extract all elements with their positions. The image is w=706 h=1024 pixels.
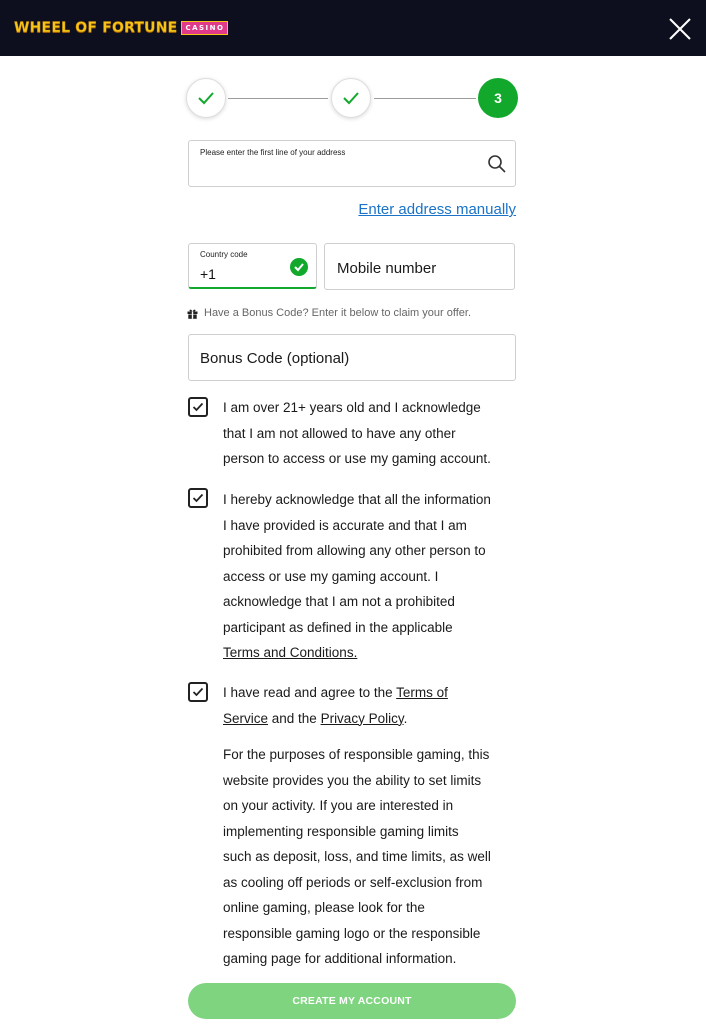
check-circle-icon xyxy=(290,258,308,276)
accuracy-consent-text xyxy=(223,487,523,666)
consent-line: participant as defined in the applicable xyxy=(223,619,453,635)
responsible-gaming-text xyxy=(223,742,523,972)
close-button[interactable] xyxy=(667,16,693,42)
terms-of-service-link-continued[interactable]: Service xyxy=(223,710,269,726)
bonus-hint-text: Have a Bonus Code? Enter it below to claim your offer. xyxy=(204,307,471,319)
bonus-code-placeholder: Bonus Code (optional) xyxy=(200,350,350,367)
terms-suffix: . xyxy=(403,710,408,726)
consent-line: I have provided is accurate and that I am xyxy=(223,517,467,533)
privacy-policy-link[interactable]: Privacy Policy xyxy=(320,710,404,726)
create-account-label: CREATE MY ACCOUNT xyxy=(292,995,412,1007)
terms-and-conditions-link[interactable]: Terms and Conditions. xyxy=(223,645,358,660)
country-code-value: +1 xyxy=(200,266,216,282)
terms-of-service-link[interactable]: Terms of xyxy=(396,685,448,700)
consent-line: prohibited from allowing any other person to xyxy=(223,543,486,558)
age-consent-checkbox[interactable] xyxy=(188,397,208,417)
responsible-line: online gaming, please look for the xyxy=(223,900,425,915)
consent-line: access or use my gaming account. I xyxy=(223,568,439,584)
logo-casino-badge xyxy=(181,21,228,35)
wheel-of-fortune-logo[interactable] xyxy=(14,19,228,37)
accuracy-consent-checkbox[interactable] xyxy=(188,488,208,508)
close-icon xyxy=(667,16,693,42)
top-bar xyxy=(0,0,706,56)
consent-line: I am over 21+ years old and I acknowledge xyxy=(223,400,481,415)
responsible-line: as cooling off periods or self-exclusion from xyxy=(223,874,483,890)
responsible-line: For the purposes of responsible gaming, this xyxy=(223,747,490,762)
consent-line: I hereby acknowledge that all the information xyxy=(223,492,491,507)
responsible-line: website provides you the ability to set limits xyxy=(223,772,482,788)
terms-prefix: I have read and agree to the xyxy=(223,685,397,700)
mobile-number-input[interactable] xyxy=(324,243,515,290)
consent-line: that I am not allowed to have any other xyxy=(223,425,456,441)
consent-line: person to access or use my gaming account. xyxy=(223,451,491,466)
responsible-line: such as deposit, loss, and time limits, as well xyxy=(223,849,491,864)
country-code-label: Country code xyxy=(200,250,248,259)
registration-stepper xyxy=(184,78,518,120)
responsible-line: on your activity. If you are interested in xyxy=(223,798,454,813)
address-search-input[interactable] xyxy=(188,140,516,187)
step-1-complete xyxy=(186,78,226,118)
bonus-code-hint xyxy=(187,307,471,319)
gift-icon xyxy=(187,308,198,319)
create-account-button[interactable] xyxy=(188,983,516,1019)
step-2-complete xyxy=(331,78,371,118)
search-icon[interactable] xyxy=(487,154,507,174)
step-connector xyxy=(374,98,476,99)
step-connector xyxy=(228,98,328,99)
mobile-number-placeholder: Mobile number xyxy=(337,260,437,277)
check-icon xyxy=(342,91,360,105)
enter-address-manually-link[interactable]: Enter address manually xyxy=(358,201,516,218)
country-code-select[interactable] xyxy=(188,243,317,289)
terms-consent-checkbox[interactable] xyxy=(188,682,208,702)
responsible-line: implementing responsible gaming limits xyxy=(223,823,459,839)
consent-line: acknowledge that I am not a prohibited xyxy=(223,594,455,609)
check-icon xyxy=(197,91,215,105)
bonus-code-input[interactable] xyxy=(188,334,516,381)
responsible-line: gaming page for additional information. xyxy=(223,951,457,966)
logo-badge-text: CASINO xyxy=(185,24,225,32)
address-label: Please enter the first line of your address xyxy=(200,148,346,157)
step-3-current xyxy=(478,78,518,118)
check-icon xyxy=(192,402,204,412)
check-icon xyxy=(192,687,204,697)
terms-middle: and the xyxy=(268,710,321,726)
check-icon xyxy=(192,493,204,503)
step-number: 3 xyxy=(494,90,502,106)
terms-consent-text xyxy=(223,680,523,731)
logo-text: WHEEL OF FORTUNE xyxy=(14,20,178,36)
age-consent-text xyxy=(223,395,523,472)
responsible-line: responsible gaming logo or the responsible xyxy=(223,925,481,941)
